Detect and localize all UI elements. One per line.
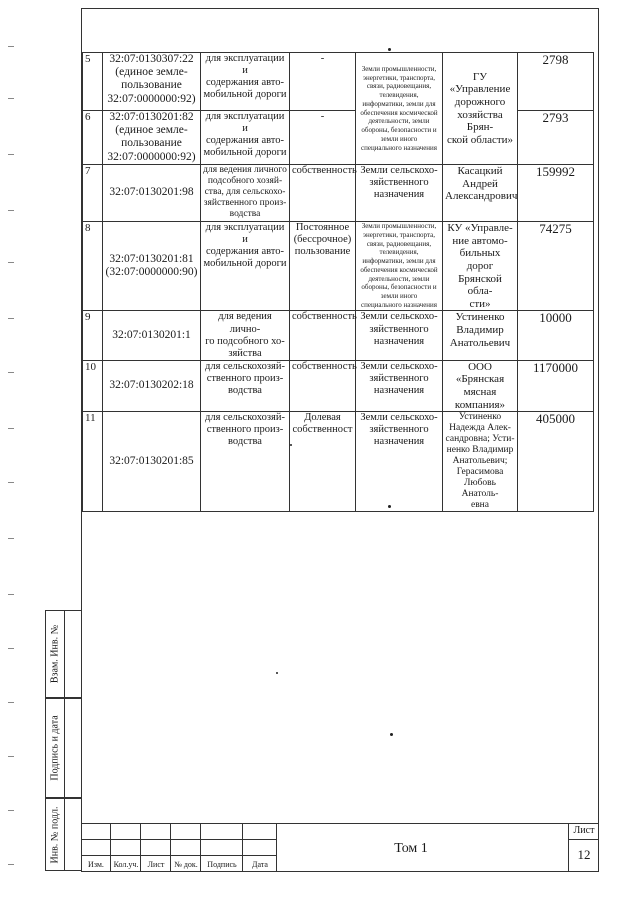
cadastral-number: 32:07:0130307:22 (единое земле- пользование 32:07:0000000:92) — [103, 53, 201, 111]
revision-grid — [81, 823, 277, 871]
volume-title: Том 1 — [394, 841, 428, 856]
permitted-use: для ведения личного подсобного хозяй- ства, для сельскохо- зяйственного произ- водства — [201, 165, 290, 222]
row-number: 5 — [83, 53, 103, 111]
label-izm: Изм. — [88, 860, 104, 869]
area-value: 1170000 — [518, 360, 594, 412]
ownership-type: Постоянное (бессрочное) пользование — [290, 222, 356, 311]
land-plots-table — [82, 52, 594, 512]
permitted-use: для эксплуатации и содержания авто- мобильной дороги — [201, 111, 290, 165]
row-number: 10 — [83, 360, 103, 412]
side-podpis-data — [45, 698, 81, 798]
area-value: 2798 — [518, 53, 594, 111]
sheet-number: 12 — [577, 847, 591, 862]
side-label-vzam: Взам. Инв. № — [49, 624, 61, 684]
area-value: 159992 — [518, 165, 594, 222]
area-value: 2793 — [518, 111, 594, 165]
land-category: Земли сельскохо- зяйственного назначения — [356, 165, 443, 222]
right-holder: Устиненко Владимир Анатольевич — [443, 311, 518, 360]
area-value: 10000 — [518, 311, 594, 360]
table-row — [83, 111, 594, 165]
land-category: Земли сельскохо- зяйственного назначения — [356, 360, 443, 412]
ownership-type: - — [290, 53, 356, 111]
permitted-use: для эксплуатации и содержания авто- мобильной дороги — [201, 222, 290, 311]
row-number: 6 — [83, 111, 103, 165]
permitted-use: для сельскохозяй- ственного произ- водства — [201, 360, 290, 412]
land-category: Земли промышленности, энергетики, транспорта, связи, радиовещания, телевидения, информатики, земли для обеспечения космической деятельности, земли обороны, безопасности и земли иного специального назначения — [356, 53, 443, 165]
title-block — [81, 823, 598, 871]
land-category: Земли сельскохо- зяйственного назначения — [356, 412, 443, 511]
side-vzam-inv — [45, 610, 81, 698]
label-data: Дата — [252, 860, 268, 869]
cadastral-number: 32:07:0130202:18 — [103, 360, 201, 412]
right-holder: ООО «Брянская мясная компания» — [443, 360, 518, 412]
row-number: 11 — [83, 412, 103, 511]
row-number: 8 — [83, 222, 103, 311]
row-number: 9 — [83, 311, 103, 360]
cadastral-number: 32:07:0130201:81 (32:07:0000000:90) — [103, 222, 201, 311]
sheet-label: Лист — [573, 825, 595, 836]
land-category: Земли сельскохо- зяйственного назначения — [356, 311, 443, 360]
area-value: 405000 — [518, 412, 594, 511]
cadastral-number: 32:07:0130201:85 — [103, 412, 201, 511]
cadastral-number: 32:07:0130201:98 — [103, 165, 201, 222]
right-holder: Устиненко Надежда Алек- сандровна; Усти- ненко Владимир Анатольевич; Герасимова Любовь Анатоль- евна — [443, 412, 518, 511]
ownership-type: собственность — [290, 165, 356, 222]
table-row — [83, 311, 594, 360]
table-row — [83, 222, 594, 311]
right-holder: КУ «Управле- ние автомо- бильных дорог Брянской обла- сти» — [443, 222, 518, 311]
ownership-type: собственность — [290, 311, 356, 360]
sheet-box — [568, 823, 599, 871]
right-holder: Касацкий Андрей Александрович — [443, 165, 518, 222]
table-row — [83, 360, 594, 412]
ownership-type: - — [290, 111, 356, 165]
table-row — [83, 53, 594, 111]
table-row — [83, 165, 594, 222]
label-podpis: Подпись — [207, 860, 237, 869]
area-value: 74275 — [518, 222, 594, 311]
land-category: Земли промышленности, энергетики, транспорта, связи, радиовещания, телевидения, информатики, земли для обеспечения космической деятельности, земли обороны, безопасности и земли иного специального назначения — [356, 222, 443, 311]
cadastral-number: 32:07:0130201:1 — [103, 311, 201, 360]
label-list: Лист — [147, 860, 165, 869]
side-label-inv: Инв. № подл. — [49, 806, 61, 863]
ownership-type: собственность — [290, 360, 356, 412]
cadastral-number: 32:07:0130201:82 (единое земле- пользование 32:07:0000000:92) — [103, 111, 201, 165]
label-doc-no: № док. — [174, 860, 198, 869]
row-number: 7 — [83, 165, 103, 222]
right-holder: ГУ «Управление дорожного хозяйства Брян- ской области» — [443, 53, 518, 165]
side-inv-podl — [45, 798, 81, 871]
label-kol-uch: Кол.уч. — [113, 860, 139, 869]
permitted-use: для сельскохозяй- ственного произ- водства — [201, 412, 290, 511]
table-row — [83, 412, 594, 511]
permitted-use: для ведения лично- го подсобного хо- зяйства — [201, 311, 290, 360]
side-label-podpis: Подпись и дата — [49, 715, 61, 781]
permitted-use: для эксплуатации и содержания авто- мобильной дороги — [201, 53, 290, 111]
ownership-type: Долевая собственност — [290, 412, 356, 511]
